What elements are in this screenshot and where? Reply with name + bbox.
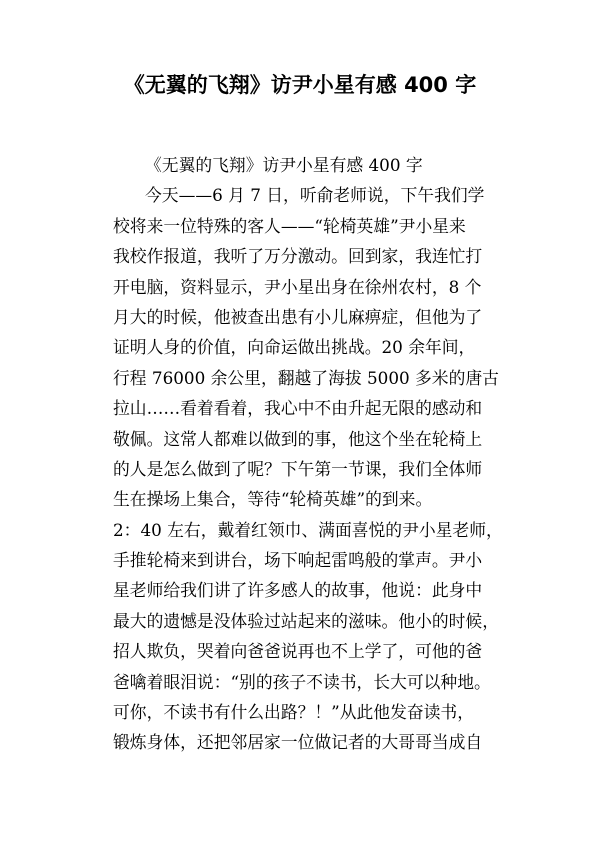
paragraph-line: 开电脑，资料显示，尹小星出身在徐州农村，8 个 <box>113 276 482 297</box>
paragraph-line: 证明人身的价值，向命运做出挑战。20 余年间， <box>113 337 476 358</box>
paragraph-line: 2：40 左右，戴着红领巾、满面喜悦的尹小星老师， <box>113 519 503 540</box>
paragraph-line: 我校作报道，我听了万分激动。回到家，我连忙打 <box>113 246 483 267</box>
paragraph-line: 月大的时候，他被查出患有小儿麻痹症，但他为了 <box>113 306 483 327</box>
paragraph-line: 可你，不读书有什么出路？！”从此他发奋读书， <box>113 702 474 723</box>
paragraph-line: 今天——6 月 7 日，听俞老师说，下午我们学 <box>145 185 485 206</box>
article-body <box>113 150 503 758</box>
paragraph-line: 锻炼身体，还把邻居家一位做记者的大哥哥当成自 <box>113 732 483 753</box>
paragraph-line: 招人欺负，哭着向爸爸说再也不上学了，可他的爸 <box>113 641 483 662</box>
paragraph-line: 的人是怎么做到了呢？下午第一节课，我们全体师 <box>113 458 483 479</box>
paragraph-line: 校将来一位特殊的客人——“轮椅英雄”尹小星来 <box>113 215 466 236</box>
paragraph-line: 生在操场上集合，等待“轮椅英雄”的到来。 <box>113 489 433 510</box>
paragraph-line: 星老师给我们讲了许多感人的故事，他说：此身中 <box>113 580 483 601</box>
paragraph-line: 拉山……看着看着，我心中不由升起无限的感动和 <box>113 398 483 419</box>
paragraph-line: 最大的遗憾是没体验过站起来的滋味。他小的时候， <box>113 610 499 631</box>
paragraph-line: 行程 76000 余公里，翻越了海拔 5000 多米的唐古 <box>113 367 499 388</box>
paragraph-line: 手推轮椅来到讲台，场下响起雷鸣般的掌声。尹小 <box>113 550 483 571</box>
subtitle-line: 《无翼的飞翔》访尹小星有感 400 字 <box>145 155 423 175</box>
page-title: 《无翼的飞翔》访尹小星有感 400 字 <box>123 73 477 97</box>
paragraph-line: 爸噙着眼泪说：“别的孩子不读书，长大可以种地。 <box>113 671 491 692</box>
paragraph-line: 敬佩。这常人都难以做到的事，他这个坐在轮椅上 <box>113 428 483 449</box>
